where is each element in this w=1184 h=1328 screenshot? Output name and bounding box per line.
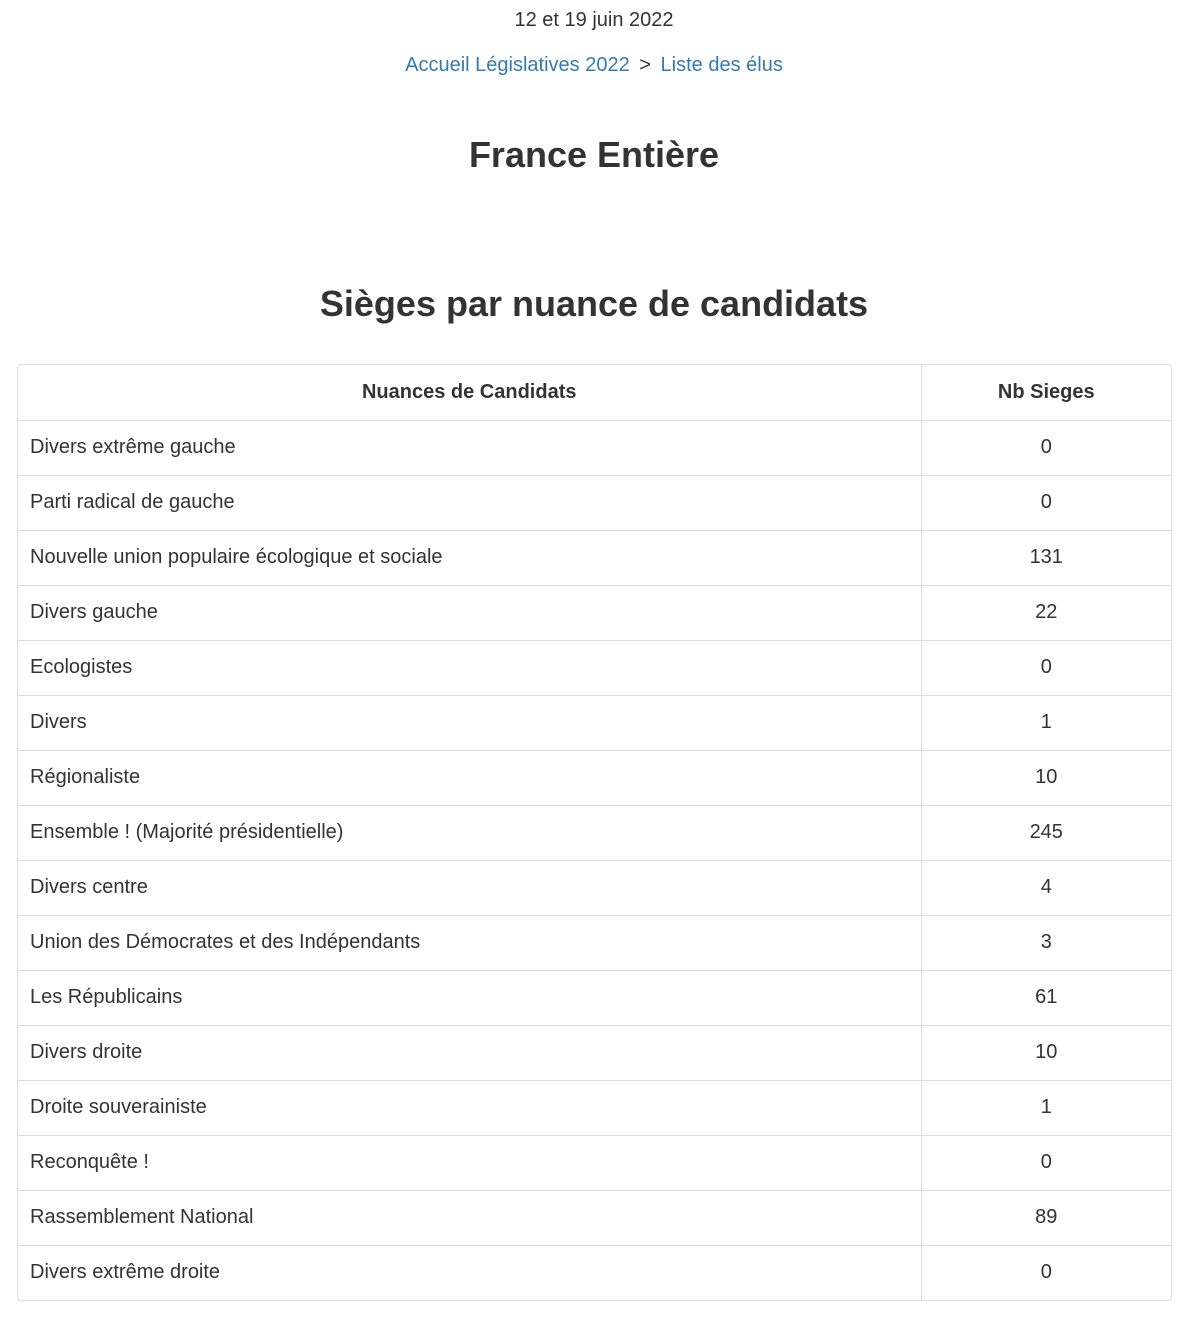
table-row	[18, 1080, 1171, 1135]
seat-count-cell: 1	[921, 695, 1171, 750]
breadcrumb-separator: >	[639, 54, 651, 76]
table-row	[18, 1135, 1171, 1190]
nuance-name-cell: Union des Démocrates et des Indépendants	[18, 915, 921, 970]
breadcrumb-home-link[interactable]: Accueil Législatives 2022	[405, 54, 630, 76]
column-header-nuance: Nuances de Candidats	[18, 365, 921, 420]
seat-count-cell: 0	[921, 1135, 1171, 1190]
seat-count-cell: 1	[921, 1080, 1171, 1135]
nuance-name-cell: Rassemblement National	[18, 1190, 921, 1245]
breadcrumb	[0, 53, 1184, 77]
nuance-name-cell: Droite souverainiste	[18, 1080, 921, 1135]
seat-count-cell: 245	[921, 805, 1171, 860]
seat-count-cell: 22	[921, 585, 1171, 640]
seat-count-cell: 0	[1040, 1261, 1052, 1284]
seat-count-cell: 61	[921, 970, 1171, 1025]
seat-count-cell: 10	[921, 1025, 1171, 1080]
table-row	[18, 1245, 1171, 1300]
nuance-name-cell: Parti radical de gauche	[18, 475, 921, 530]
seats-table	[18, 365, 1171, 1300]
table-row	[18, 1190, 1171, 1245]
seats-section-title: Sièges par nuance de candidats	[319, 283, 869, 324]
nuance-name-cell: Nouvelle union populaire écologique et sociale	[18, 530, 921, 585]
seats-table-container	[17, 364, 1172, 1301]
nuance-name-cell: Divers droite	[18, 1025, 921, 1080]
nuance-name-cell: Divers extrême droite	[18, 1245, 921, 1300]
seat-count-cell: 3	[921, 915, 1171, 970]
seat-count-cell: 0	[921, 475, 1171, 530]
column-header-seats: Nb Sieges	[921, 365, 1171, 420]
table-row	[18, 1025, 1171, 1080]
table-row	[18, 585, 1171, 640]
page-title: France Entière	[468, 134, 720, 175]
seat-count-cell: 89	[921, 1190, 1171, 1245]
nuance-name-cell: Divers	[18, 695, 921, 750]
table-row	[18, 475, 1171, 530]
table-row	[18, 860, 1171, 915]
nuance-name-cell: Divers extrême gauche	[18, 420, 921, 475]
nuance-name-cell: Les Républicains	[18, 970, 921, 1025]
nuance-name-cell: Reconquête !	[18, 1135, 921, 1190]
table-row	[18, 970, 1171, 1025]
table-row	[18, 640, 1171, 695]
seat-count-cell: 4	[921, 860, 1171, 915]
breadcrumb-elected-list-link[interactable]: Liste des élus	[660, 54, 783, 76]
table-header-row	[18, 365, 1171, 420]
nuance-name-cell: Divers gauche	[18, 585, 921, 640]
table-row	[18, 915, 1171, 970]
seat-count-cell: 0	[921, 420, 1171, 475]
nuance-name-cell: Ecologistes	[18, 640, 921, 695]
election-date: 12 et 19 juin 2022	[514, 9, 674, 31]
nuance-name-cell: Ensemble ! (Majorité présidentielle)	[18, 805, 921, 860]
seat-count-cell: 131	[921, 530, 1171, 585]
table-row	[18, 805, 1171, 860]
nuance-name-cell: Régionaliste	[18, 750, 921, 805]
nuance-name-cell: Divers centre	[18, 860, 921, 915]
table-row	[18, 750, 1171, 805]
seats-table-body	[18, 420, 1171, 1300]
seat-count-cell: 10	[921, 750, 1171, 805]
table-row	[18, 695, 1171, 750]
table-row	[18, 530, 1171, 585]
table-row	[18, 420, 1171, 475]
seat-count-cell: 0	[921, 640, 1171, 695]
